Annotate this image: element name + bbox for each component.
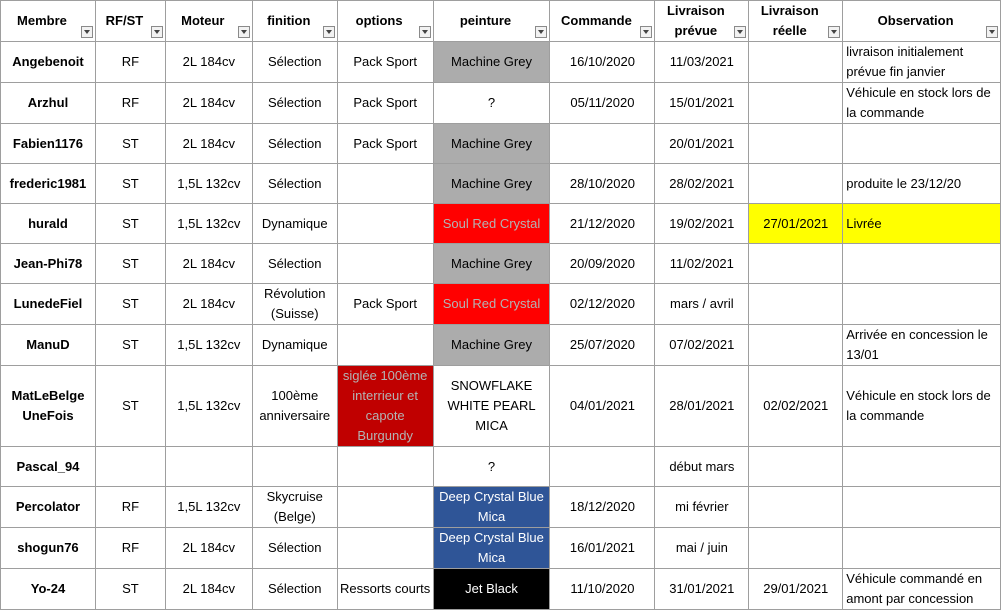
cell-observation[interactable] <box>843 447 1001 487</box>
header-commande <box>550 1 655 42</box>
table-row <box>1 528 1001 569</box>
cell-livraison-reelle[interactable]: 27/01/2021 <box>749 204 843 244</box>
cell-observation[interactable]: Véhicule en stock lors de la commande <box>843 83 1001 124</box>
cell-options[interactable] <box>337 204 433 244</box>
table-row <box>1 244 1001 284</box>
cell-livraison-reelle[interactable] <box>749 284 843 325</box>
cell-membre[interactable]: ManuD <box>1 325 96 366</box>
cell-livraison-reelle[interactable]: 29/01/2021 <box>749 569 843 610</box>
cell-rfst[interactable] <box>95 447 165 487</box>
cell-moteur[interactable]: 2L 184cv <box>165 528 252 569</box>
cell-livraison-prevue[interactable]: 07/02/2021 <box>655 325 749 366</box>
header-moteur <box>165 1 252 42</box>
cell-livraison-prevue[interactable]: 31/01/2021 <box>655 569 749 610</box>
cell-peinture[interactable]: ? <box>433 447 550 487</box>
cell-observation[interactable]: produite le 23/12/20 <box>843 164 1001 204</box>
cell-peinture[interactable]: Deep Crystal Blue Mica <box>433 487 550 528</box>
cell-peinture[interactable]: Machine Grey <box>433 42 550 83</box>
cell-commande[interactable]: 05/11/2020 <box>550 83 655 124</box>
cell-observation[interactable]: Arrivée en concession le 13/01 <box>843 325 1001 366</box>
cell-observation[interactable] <box>843 284 1001 325</box>
cell-finition[interactable]: Sélection <box>252 569 337 610</box>
cell-finition[interactable]: Sélection <box>252 83 337 124</box>
cell-livraison-prevue[interactable]: 28/02/2021 <box>655 164 749 204</box>
cell-options[interactable] <box>337 244 433 284</box>
header-label: Moteur <box>181 13 225 28</box>
cell-finition[interactable]: Skycruise (Belge) <box>252 487 337 528</box>
cell-livraison-prevue[interactable]: mars / avril <box>655 284 749 325</box>
cell-observation[interactable] <box>843 528 1001 569</box>
cell-peinture[interactable]: Jet Black <box>433 569 550 610</box>
header-observation <box>843 1 1001 42</box>
cell-peinture[interactable]: Soul Red Crystal <box>433 204 550 244</box>
header-options <box>337 1 433 42</box>
cell-livraison-reelle[interactable] <box>749 124 843 164</box>
filter-dropdown-icon[interactable] <box>828 26 840 38</box>
cell-commande[interactable]: 16/10/2020 <box>550 42 655 83</box>
cell-peinture[interactable]: Machine Grey <box>433 244 550 284</box>
cell-finition[interactable]: Sélection <box>252 124 337 164</box>
cell-peinture[interactable]: Machine Grey <box>433 164 550 204</box>
cell-options[interactable] <box>337 447 433 487</box>
table-row <box>1 42 1001 83</box>
table-body <box>1 42 1001 610</box>
cell-options[interactable]: siglée 100ème interrieur et capote Burgundy <box>337 366 433 447</box>
cell-commande[interactable]: 25/07/2020 <box>550 325 655 366</box>
cell-moteur[interactable]: 2L 184cv <box>165 83 252 124</box>
cell-rfst[interactable]: RF <box>95 42 165 83</box>
table-row <box>1 325 1001 366</box>
cell-moteur[interactable]: 1,5L 132cv <box>165 164 252 204</box>
cell-moteur[interactable]: 1,5L 132cv <box>165 325 252 366</box>
cell-rfst[interactable]: RF <box>95 83 165 124</box>
cell-observation[interactable]: Véhicule commandé en amont par concession <box>843 569 1001 610</box>
cell-finition[interactable] <box>252 447 337 487</box>
cell-moteur[interactable]: 2L 184cv <box>165 42 252 83</box>
cell-rfst[interactable]: ST <box>95 284 165 325</box>
cell-peinture[interactable]: Soul Red Crystal <box>433 284 550 325</box>
cell-finition[interactable]: Dynamique <box>252 204 337 244</box>
cell-observation[interactable] <box>843 487 1001 528</box>
filter-dropdown-icon[interactable] <box>535 26 547 38</box>
cell-membre[interactable]: Angebenoit <box>1 42 96 83</box>
cell-moteur[interactable] <box>165 447 252 487</box>
cell-finition[interactable]: Révolution (Suisse) <box>252 284 337 325</box>
header-peinture <box>433 1 550 42</box>
cell-livraison-prevue[interactable]: 11/03/2021 <box>655 42 749 83</box>
cell-livraison-prevue[interactable]: 20/01/2021 <box>655 124 749 164</box>
cell-commande[interactable]: 11/10/2020 <box>550 569 655 610</box>
header-label: Membre <box>17 13 67 28</box>
table-row <box>1 569 1001 610</box>
cell-commande[interactable] <box>550 124 655 164</box>
header-finition <box>252 1 337 42</box>
filter-dropdown-icon[interactable] <box>81 26 93 38</box>
cell-observation[interactable]: livraison initialement prévue fin janvier <box>843 42 1001 83</box>
cell-moteur[interactable]: 1,5L 132cv <box>165 204 252 244</box>
cell-commande[interactable]: 16/01/2021 <box>550 528 655 569</box>
header-label: options <box>355 13 403 28</box>
cell-livraison-reelle[interactable] <box>749 528 843 569</box>
cell-livraison-reelle[interactable] <box>749 244 843 284</box>
cell-finition[interactable]: 100ème anniversaire <box>252 366 337 447</box>
cell-observation[interactable]: Véhicule en stock lors de la commande <box>843 366 1001 447</box>
cell-finition[interactable]: Sélection <box>252 42 337 83</box>
cell-moteur[interactable]: 1,5L 132cv <box>165 487 252 528</box>
cell-membre[interactable]: MatLeBelge UneFois <box>1 366 96 447</box>
cell-moteur[interactable]: 1,5L 132cv <box>165 366 252 447</box>
cell-livraison-reelle[interactable] <box>749 325 843 366</box>
cell-membre[interactable]: hurald <box>1 204 96 244</box>
cell-rfst[interactable]: ST <box>95 164 165 204</box>
table-row <box>1 366 1001 447</box>
cell-commande[interactable] <box>550 447 655 487</box>
cell-livraison-reelle[interactable] <box>749 447 843 487</box>
cell-peinture[interactable]: SNOWFLAKE WHITE PEARL MICA <box>433 366 550 447</box>
table-row <box>1 164 1001 204</box>
cell-livraison-prevue[interactable]: 19/02/2021 <box>655 204 749 244</box>
header-label: finition <box>267 13 311 28</box>
cell-options[interactable] <box>337 164 433 204</box>
cell-membre[interactable]: Fabien1176 <box>1 124 96 164</box>
cell-commande[interactable]: 02/12/2020 <box>550 284 655 325</box>
cell-options[interactable] <box>337 487 433 528</box>
cell-livraison-prevue[interactable]: mai / juin <box>655 528 749 569</box>
table-row <box>1 204 1001 244</box>
cell-commande[interactable]: 20/09/2020 <box>550 244 655 284</box>
cell-commande[interactable]: 28/10/2020 <box>550 164 655 204</box>
cell-options[interactable]: Pack Sport <box>337 284 433 325</box>
filter-dropdown-icon[interactable] <box>323 26 335 38</box>
filter-dropdown-icon[interactable] <box>419 26 431 38</box>
cell-livraison-reelle[interactable] <box>749 487 843 528</box>
cell-livraison-reelle[interactable]: 02/02/2021 <box>749 366 843 447</box>
filter-dropdown-icon[interactable] <box>640 26 652 38</box>
filter-dropdown-icon[interactable] <box>151 26 163 38</box>
cell-membre[interactable]: frederic1981 <box>1 164 96 204</box>
cell-membre[interactable]: Pascal_94 <box>1 447 96 487</box>
cell-finition[interactable]: Dynamique <box>252 325 337 366</box>
cell-livraison-reelle[interactable] <box>749 164 843 204</box>
cell-observation[interactable]: Livrée <box>843 204 1001 244</box>
cell-options[interactable]: Pack Sport <box>337 83 433 124</box>
cell-membre[interactable]: Arzhul <box>1 83 96 124</box>
cell-membre[interactable]: Yo-24 <box>1 569 96 610</box>
cell-peinture[interactable]: ? <box>433 83 550 124</box>
cell-rfst[interactable]: RF <box>95 528 165 569</box>
cell-livraison-prevue[interactable]: début mars <box>655 447 749 487</box>
table-row <box>1 124 1001 164</box>
cell-finition[interactable]: Sélection <box>252 164 337 204</box>
cell-livraison-reelle[interactable] <box>749 83 843 124</box>
table-row <box>1 83 1001 124</box>
cell-options[interactable]: Pack Sport <box>337 124 433 164</box>
table-row <box>1 284 1001 325</box>
cell-commande[interactable]: 04/01/2021 <box>550 366 655 447</box>
cell-commande[interactable]: 21/12/2020 <box>550 204 655 244</box>
cell-rfst[interactable]: ST <box>95 244 165 284</box>
cell-finition[interactable]: Sélection <box>252 528 337 569</box>
cell-options[interactable]: Pack Sport <box>337 42 433 83</box>
header-livraison-prevue <box>655 1 749 42</box>
cell-finition[interactable]: Sélection <box>252 244 337 284</box>
header-label: Observation <box>877 13 954 28</box>
header-label: RF/ST <box>105 13 144 28</box>
cell-rfst[interactable]: ST <box>95 366 165 447</box>
cell-livraison-prevue[interactable]: 15/01/2021 <box>655 83 749 124</box>
cell-options[interactable] <box>337 325 433 366</box>
cell-rfst[interactable]: RF <box>95 487 165 528</box>
cell-moteur[interactable]: 2L 184cv <box>165 569 252 610</box>
cell-membre[interactable]: LunedeFiel <box>1 284 96 325</box>
header-label: Livraison réelle <box>760 3 819 38</box>
filter-dropdown-icon[interactable] <box>734 26 746 38</box>
filter-dropdown-icon[interactable] <box>238 26 250 38</box>
cell-commande[interactable]: 18/12/2020 <box>550 487 655 528</box>
cell-options[interactable]: Ressorts courts <box>337 569 433 610</box>
cell-moteur[interactable]: 2L 184cv <box>165 284 252 325</box>
cell-options[interactable] <box>337 528 433 569</box>
header-label: peinture <box>459 13 512 28</box>
header-membre <box>1 1 96 42</box>
cell-rfst[interactable]: ST <box>95 569 165 610</box>
cell-moteur[interactable]: 2L 184cv <box>165 124 252 164</box>
cell-peinture[interactable]: Deep Crystal Blue Mica <box>433 528 550 569</box>
cell-livraison-prevue[interactable]: 11/02/2021 <box>655 244 749 284</box>
header-row <box>1 1 1001 42</box>
cell-observation[interactable] <box>843 244 1001 284</box>
header-label: Livraison prévue <box>666 3 725 38</box>
table-row <box>1 487 1001 528</box>
filter-dropdown-icon[interactable] <box>986 26 998 38</box>
cell-livraison-prevue[interactable]: mi février <box>655 487 749 528</box>
cell-rfst[interactable]: ST <box>95 204 165 244</box>
cell-membre[interactable]: Percolator <box>1 487 96 528</box>
header-label: Commande <box>561 13 632 28</box>
table-row <box>1 447 1001 487</box>
cell-membre[interactable]: Jean-Phi78 <box>1 244 96 284</box>
header-livraison-reelle <box>749 1 843 42</box>
cell-livraison-prevue[interactable]: 28/01/2021 <box>655 366 749 447</box>
header-rfst <box>95 1 165 42</box>
cell-rfst[interactable]: ST <box>95 325 165 366</box>
cell-membre[interactable]: shogun76 <box>1 528 96 569</box>
cell-observation[interactable] <box>843 124 1001 164</box>
cell-moteur[interactable]: 2L 184cv <box>165 244 252 284</box>
cell-peinture[interactable]: Machine Grey <box>433 124 550 164</box>
cell-rfst[interactable]: ST <box>95 124 165 164</box>
cell-peinture[interactable]: Machine Grey <box>433 325 550 366</box>
cell-livraison-reelle[interactable] <box>749 42 843 83</box>
